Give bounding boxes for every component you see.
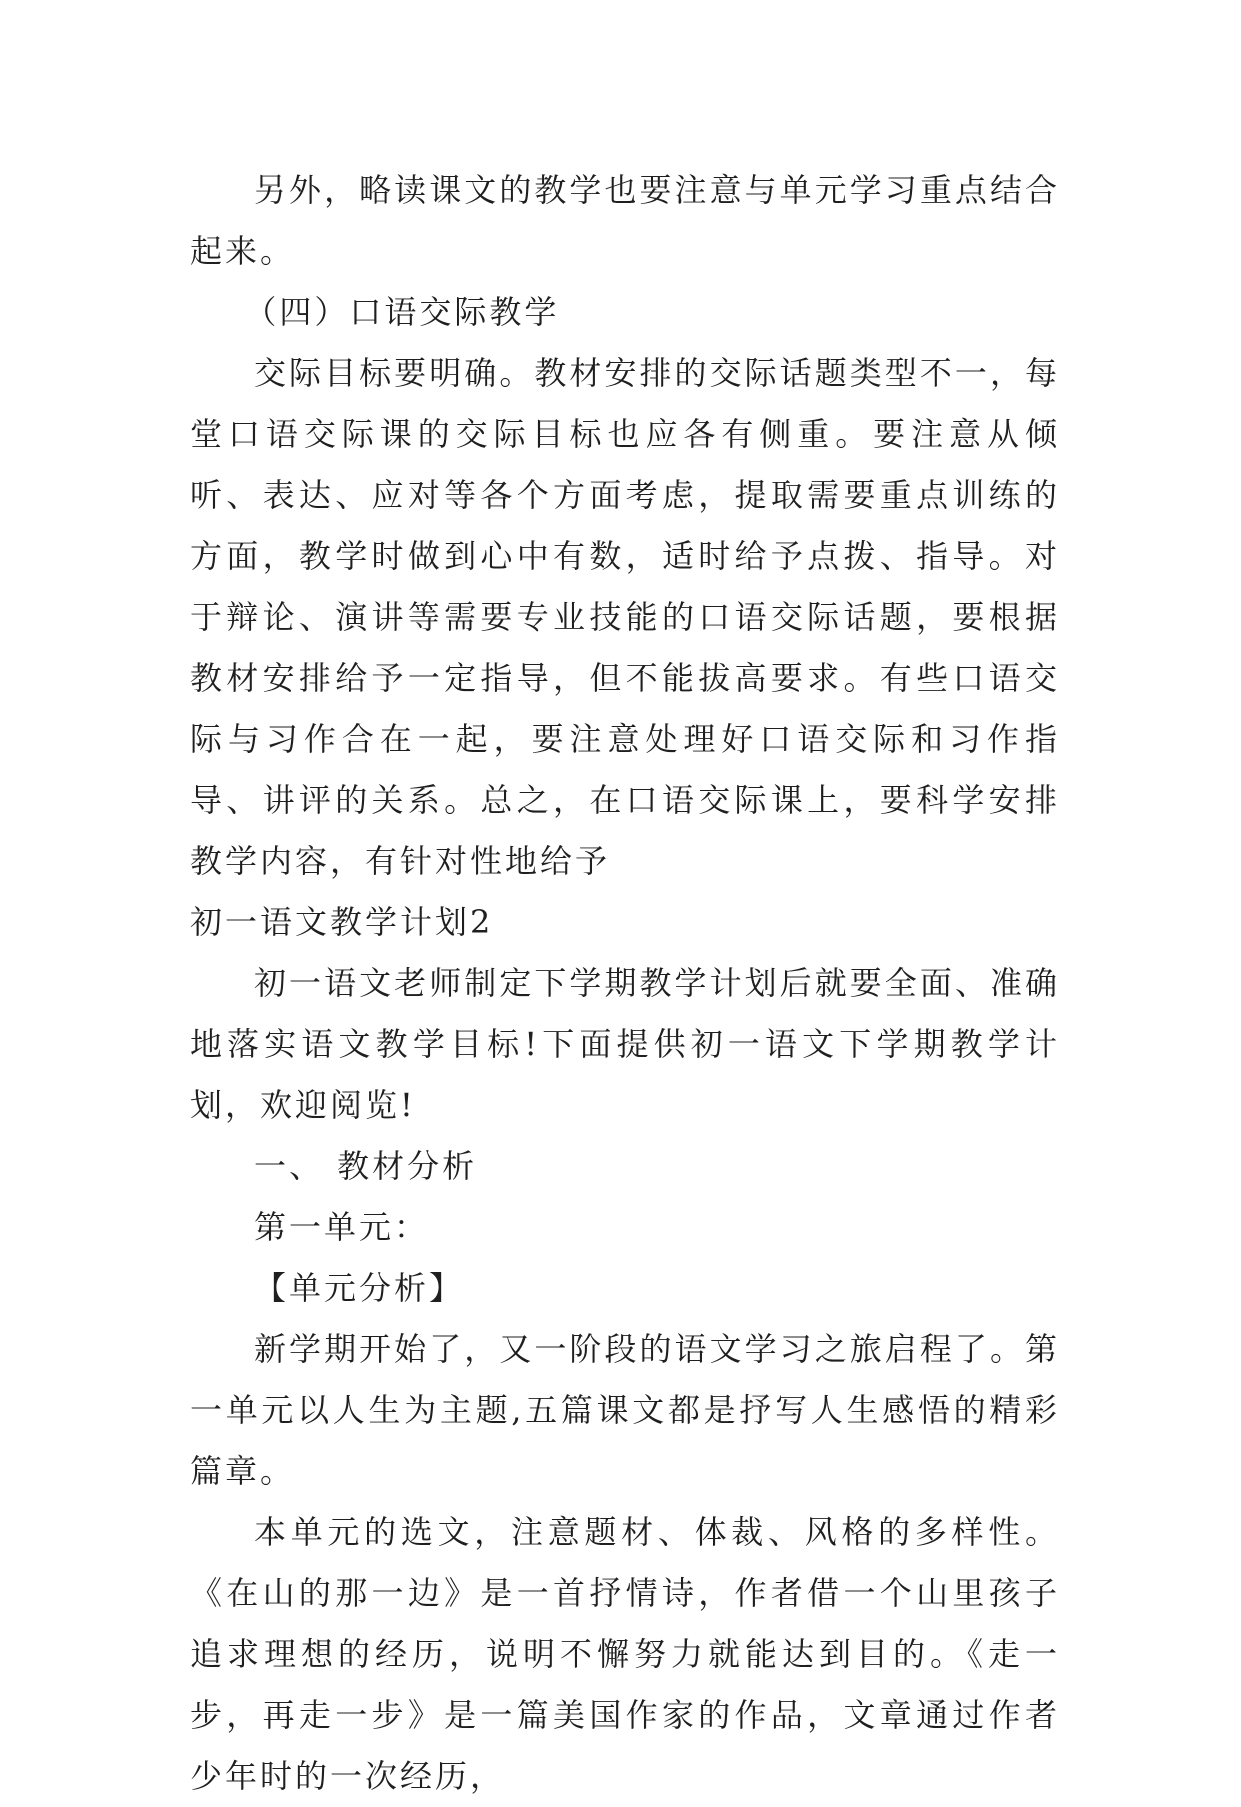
paragraph-unit-selections: 本单元的选文，注意题材、体裁、风格的多样性。《在山的那一边》是一首抒情诗，作者借一个山里孩子追求理想的经历，说明不懈努力就能达到目的。《走一步，再走一步》是一篇美国作家的作品，文章通过作者少年时的一次经历， [190,1513,1060,1795]
paragraph-communication-goals: 交际目标要明确。教材安排的交际话题类型不一，每堂口语交际课的交际目标也应各有侧重。要注意从倾听、表达、应对等各个方面考虑，提取需要重点训练的方面，教学时做到心中有数，适时给予点拨、指导。对于辩论、演讲等需要专业技能的口语交际话题，要根据教材安排给予一定指导，但不能拔高要求。有些口语交际与习作合在一起，要注意处理好口语交际和习作指导、讲评的关系。总之，在口语交际课上，要科学安排教学内容，有针对性地给予 [190,354,1060,880]
paragraph-new-semester: 新学期开始了，又一阶段的语文学习之旅启程了。第一单元以人生为主题,五篇课文都是抒写人生感悟的精彩篇章。 [190,1330,1060,1490]
section-heading-oral-communication: （四）口语交际教学 [244,293,560,331]
section-heading-textbook-analysis: 一、 教材分析 [254,1147,478,1185]
unit-heading-first-unit: 第一单元： [254,1208,430,1246]
document-body [190,160,1060,1807]
subheading-unit-analysis: 【单元分析】 [254,1269,465,1307]
document-title-plan-2: 初一语文教学计划2 [190,903,494,941]
paragraph-intro: 初一语文老师制定下学期教学计划后就要全面、准确地落实语文教学目标!下面提供初一语文下学期教学计划，欢迎阅览! [190,964,1060,1124]
paragraph-skim-reading: 另外，略读课文的教学也要注意与单元学习重点结合起来。 [190,171,1060,270]
